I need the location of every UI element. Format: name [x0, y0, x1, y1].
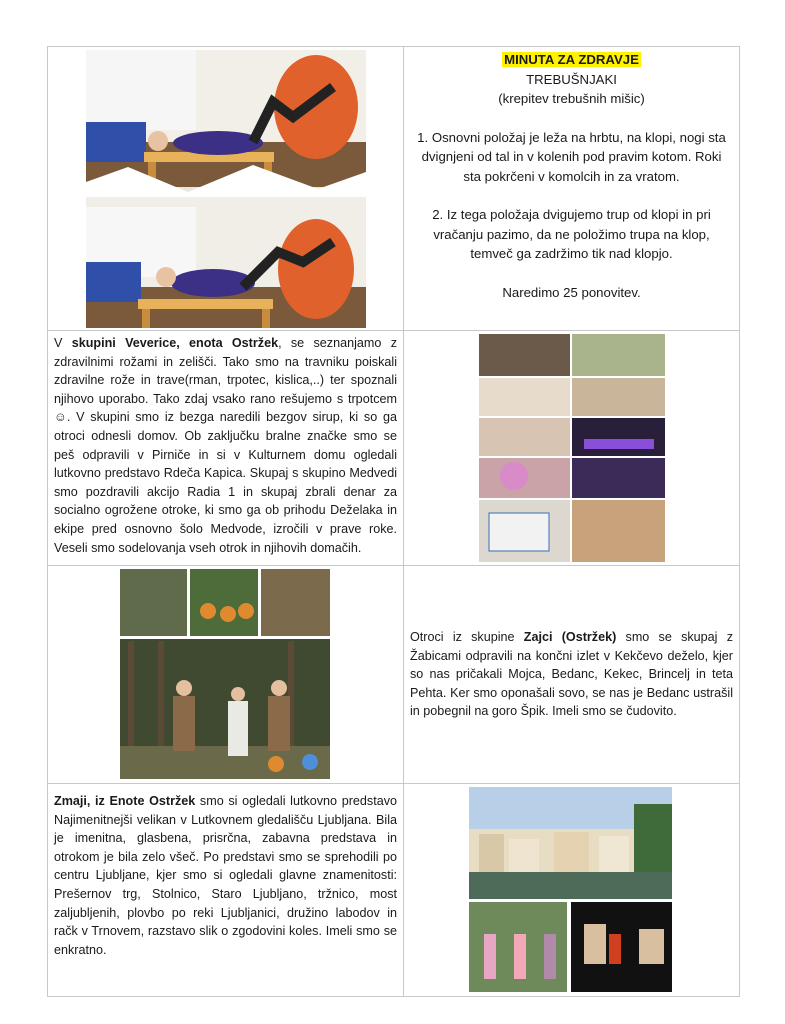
zajci-text-2: smo se skupaj z Žabicami odpravili na končni izlet v Kekčevo deželo, kjer so nas pričakali Mojca, Bedanc, Kekec, Brincelj in teta Pehta. Ker smo oponašali sovo, se nas je Bedanc ustrašil in pobegnil na goro Špik. Imeli smo se čudovito.: [410, 630, 733, 719]
zmaji-text-1: smo si ogledali lutkovno predstavo Najimenitnejši velikan v Lutkovnem gledališču Ljubljana. Bila je imenitna, glasbena, prisrčna, zabavna predstava in otrokom je bila zelo všeč. Po predstavi smo se sprehodili po centru Ljubljane, kjer smo si ogledali glavne znamenitosti: Prešernov trg, Stolnico, Staro Ljubljano, tržnico, most zaljubljenih, plovbo po reki Ljubljanici, družino labodov in račk v Trnovem, razstavo slik o zgodovini koles. Imeli smo se enkratno.: [54, 794, 397, 957]
kekec-collage-cell: [48, 566, 404, 784]
zajci-paragraph: [404, 628, 739, 721]
exercise-photo-cell: [48, 47, 404, 331]
ljubljana-collage-cell: [404, 784, 740, 997]
zajci-group-name: Zajci (Ostržek): [523, 630, 617, 645]
newsletter-table: [47, 46, 740, 997]
ljubljana-photo-collage: [404, 784, 739, 996]
zmaji-paragraph: [48, 784, 403, 959]
zmaji-group-name: Zmaji, iz Enote Ostržek: [54, 794, 196, 808]
veverice-text-3: . V skupini smo iz bezga naredili bezgov sirup, ki so ga otroci odnesli domov. Ob zaključku bralne značke smo se peš odpravili v Pirniče in si v Kulturnem domu ogledali lutkovno predstavo Rdeča Kapica. Skupaj s skupino Medvedi smo pozdravili akcijo Radia 1 in skupaj zbrali denar za socialno ogrožene otroke, ki smo ga ob prihodu Deželaka in ekipe pred osnovno šolo Medvode, izročili v prave roke. Veseli smo sodelovanja vseh otrok in njihovih domačih.: [54, 410, 397, 555]
exercise-repetitions: Naredimo 25 ponovitev.: [502, 284, 641, 300]
veverice-photo-collage: [404, 331, 739, 565]
veverice-text-1: V: [54, 336, 72, 350]
zmaji-text-cell: [48, 784, 404, 997]
exercise-photo: [48, 47, 403, 330]
kekec-photo-collage: [48, 566, 403, 783]
veverice-collage-cell: [404, 331, 740, 566]
exercise-step-2: 2. Iz tega položaja dvigujemo trup od klopi in pri vračanju pazimo, da ne položimo trupa na klop, temveč ga zadržimo tik nad klopjo.: [432, 207, 711, 261]
veverice-text-2: , se seznanjamo z zdravilnimi rožami in zelišči. Tako smo na travniku poiskali zdravilne rože in trave(rman, trpotec, kislica,..) ter spoznali njihovo uporabo. Tako zdaj vsako rano rešujemo s trpotcem: [54, 336, 397, 406]
exercise-text-cell: [404, 47, 740, 331]
zajci-text-cell: [404, 566, 740, 784]
veverice-text-cell: [48, 331, 404, 566]
exercise-step-1: 1. Osnovni položaj je leža na hrbtu, na klopi, nogi sta dvignjeni od tal in v kolenih pod pravim kotom. Roki sta pokrčeni v komolcih in za vratom.: [417, 129, 726, 184]
exercise-title: MINUTA ZA ZDRAVJE: [504, 52, 639, 67]
veverice-group-name: skupini Veverice, enota Ostržek: [71, 336, 279, 350]
veverice-paragraph: [48, 331, 403, 557]
smiley-icon: ☺: [54, 410, 67, 425]
zajci-text-1: Otroci iz skupine: [410, 630, 524, 645]
exercise-subtitle-note: (krepitev trebušnih mišic): [498, 91, 645, 106]
exercise-instructions: [404, 47, 739, 302]
exercise-subtitle: TREBUŠNJAKI: [526, 71, 617, 87]
